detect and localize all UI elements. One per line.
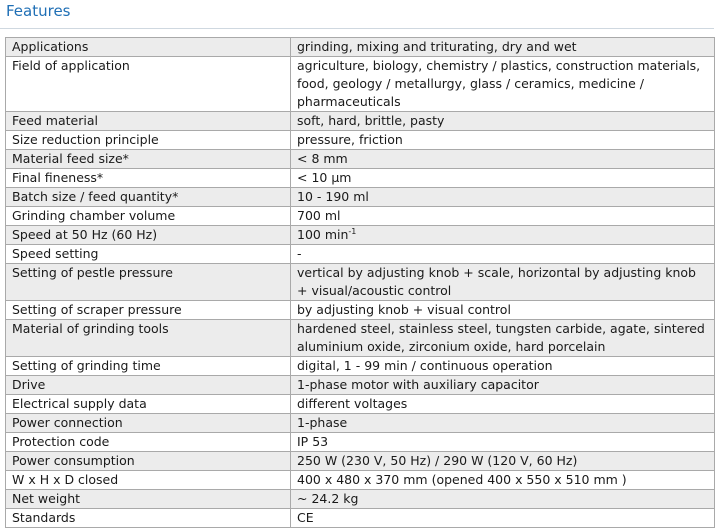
table-row [6,57,715,112]
row-value-superscript: -1 [348,226,357,236]
row-label: W x H x D closed [6,471,291,490]
row-value: < 10 µm [291,169,715,188]
table-row [6,131,715,150]
row-value: 400 x 480 x 370 mm (opened 400 x 550 x 510 mm ) [291,471,715,490]
row-value: - [291,245,715,264]
row-label: Power connection [6,414,291,433]
table-row [6,452,715,471]
row-value: 10 - 190 ml [291,188,715,207]
row-value: digital, 1 - 99 min / continuous operation [291,357,715,376]
table-row [6,264,715,301]
row-value: grinding, mixing and triturating, dry and wet [291,38,715,57]
row-value: pressure, friction [291,131,715,150]
table-row [6,320,715,357]
row-label: Setting of grinding time [6,357,291,376]
row-value: 1-phase [291,414,715,433]
table-row [6,357,715,376]
table-row [6,509,715,528]
row-value: hardened steel, stainless steel, tungsten carbide, agate, sintered aluminium oxide, zirconium oxide, hard porcelain [291,320,715,357]
row-value: soft, hard, brittle, pasty [291,112,715,131]
row-value: IP 53 [291,433,715,452]
row-label: Grinding chamber volume [6,207,291,226]
row-value: ~ 24.2 kg [291,490,715,509]
table-row [6,414,715,433]
row-label: Standards [6,509,291,528]
table-row [6,376,715,395]
row-value: by adjusting knob + visual control [291,301,715,320]
row-label: Speed at 50 Hz (60 Hz) [6,226,291,245]
row-label: Drive [6,376,291,395]
row-label: Power consumption [6,452,291,471]
features-table-body [6,38,715,528]
row-label: Material of grinding tools [6,320,291,357]
table-row [6,188,715,207]
row-label: Batch size / feed quantity* [6,188,291,207]
row-label: Protection code [6,433,291,452]
row-value: vertical by adjusting knob + scale, horizontal by adjusting knob + visual/acoustic control [291,264,715,301]
table-row [6,38,715,57]
row-value: 250 W (230 V, 50 Hz) / 290 W (120 V, 60 Hz) [291,452,715,471]
row-label: Applications [6,38,291,57]
features-table [5,37,715,528]
row-label: Net weight [6,490,291,509]
table-row [6,112,715,131]
row-label: Setting of scraper pressure [6,301,291,320]
row-value: agriculture, biology, chemistry / plastics, construction materials, food, geology / metallurgy, glass / ceramics, medicine / pharmaceuticals [291,57,715,112]
row-value-text: 100 min [297,227,349,242]
table-row [6,169,715,188]
row-label: Material feed size* [6,150,291,169]
row-label: Electrical supply data [6,395,291,414]
row-value: different voltages [291,395,715,414]
table-row [6,433,715,452]
table-row [6,395,715,414]
row-value: CE [291,509,715,528]
row-value [291,226,715,245]
row-label: Final fineness* [6,169,291,188]
row-value: < 8 mm [291,150,715,169]
row-label: Field of application [6,57,291,112]
row-label: Setting of pestle pressure [6,264,291,301]
table-row [6,150,715,169]
row-label: Size reduction principle [6,131,291,150]
table-row [6,471,715,490]
table-row [6,226,715,245]
table-row [6,301,715,320]
row-label: Speed setting [6,245,291,264]
table-row [6,490,715,509]
row-label: Feed material [6,112,291,131]
table-row [6,245,715,264]
section-title: Features [6,2,71,20]
row-value: 700 ml [291,207,715,226]
table-row [6,207,715,226]
row-value: 1-phase motor with auxiliary capacitor [291,376,715,395]
title-divider [0,28,714,29]
